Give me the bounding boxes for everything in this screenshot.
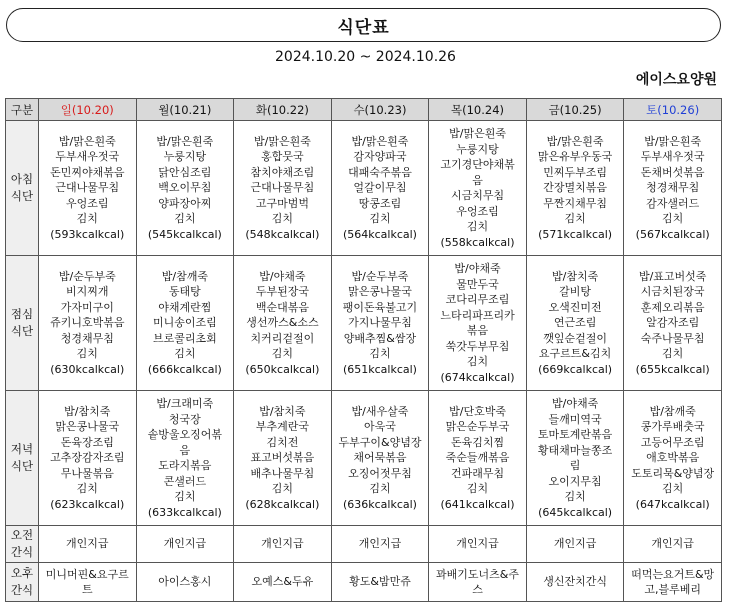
menu-item: 근대나물무침 — [55, 181, 120, 195]
menu-item: (623kcalkcal) — [50, 497, 125, 511]
menu-item: 꽈배기도너츠&주 — [436, 567, 520, 581]
menu-item: 김치 — [76, 347, 98, 361]
menu-item: 김치 — [174, 347, 196, 361]
menu-item: 무짠지채무침 — [543, 196, 607, 210]
menu-item: 밥/맑은흰죽 — [58, 134, 116, 148]
menu-item: 밥/참깨죽 — [649, 404, 696, 418]
menu-item: 콘샐러드 — [163, 474, 207, 488]
menu-item: 브로콜리초회 — [152, 331, 217, 345]
day-header: 화(10.22) — [234, 99, 332, 121]
menu-cell — [234, 121, 332, 256]
menu-item: 개인지급 — [66, 537, 109, 551]
menu-item: (650kcalkcal) — [245, 362, 320, 376]
row-label-line: 저녁 — [10, 442, 34, 456]
menu-item: 대패숙주볶음 — [348, 165, 412, 179]
day-header: 일(10.20) — [39, 99, 137, 121]
menu-table — [5, 98, 722, 602]
menu-cell — [234, 563, 332, 602]
menu-item: 밥/야채죽 — [551, 397, 599, 410]
menu-item: 채어묵볶음 — [353, 451, 407, 465]
row-label-line: 오후 — [10, 566, 34, 580]
menu-item: (567kcalkcal) — [635, 227, 710, 241]
menu-item: 백순대볶음 — [255, 300, 309, 314]
menu-cell — [234, 391, 332, 526]
row-label — [6, 256, 39, 391]
menu-item: 우엉조림 — [456, 204, 499, 218]
menu-item: (674kcalkcal) — [440, 370, 515, 384]
menu-item: 미니머핀&요구르 — [45, 567, 129, 581]
menu-item: (651kcalkcal) — [342, 362, 417, 376]
menu-item: 림 — [569, 459, 581, 472]
menu-body — [6, 121, 722, 602]
menu-item: 밥/순두부죽 — [351, 269, 409, 283]
day-header: 수(10.23) — [331, 99, 429, 121]
row-label — [6, 121, 39, 256]
menu-item: (647kcalkcal) — [635, 497, 710, 511]
menu-item: 밥/참치죽 — [259, 404, 306, 418]
row-label-line: 점심 — [10, 307, 34, 321]
menu-item: 느타리파프리카 — [440, 308, 515, 322]
menu-cell — [429, 563, 527, 602]
row-label-line: 식단 — [10, 324, 34, 338]
menu-cell — [136, 563, 234, 602]
menu-item: 간장멸치볶음 — [543, 181, 607, 195]
menu-item: 김치 — [271, 212, 294, 226]
row-label — [6, 563, 39, 602]
menu-cell — [526, 391, 624, 526]
menu-item: 맑은콩나물국 — [348, 285, 412, 299]
menu-item: 고구마범벅 — [255, 196, 309, 210]
menu-item: 토마토계란볶음 — [537, 428, 613, 441]
menu-item: 죽순들깨볶음 — [445, 451, 510, 465]
menu-item: 김치 — [466, 355, 489, 368]
menu-item: 애호박볶음 — [646, 451, 700, 465]
menu-item: 고추장감자조림 — [50, 451, 125, 465]
menu-item: 오이지무침 — [548, 474, 602, 488]
menu-item: 개인지급 — [553, 537, 597, 551]
row-pm_snack — [6, 563, 722, 602]
menu-cell — [526, 256, 624, 391]
row-label-line: 아침 — [10, 172, 34, 186]
menu-item: 밥/맑은흰죽 — [644, 134, 702, 148]
organization-name: 에이스요양원 — [635, 72, 717, 88]
menu-cell — [234, 526, 332, 563]
menu-cell — [429, 121, 527, 256]
menu-item: 갈비탕 — [559, 285, 592, 299]
menu-item: (593kcalkcal) — [50, 227, 125, 241]
menu-item: 쑥갓두부무침 — [445, 339, 510, 353]
menu-item: (636kcalkcal) — [342, 497, 417, 511]
menu-item: 표고버섯볶음 — [250, 451, 315, 465]
menu-item: (641kcalkcal) — [440, 497, 515, 511]
menu-item: 들깨미역국 — [548, 412, 602, 426]
menu-item: 김치 — [271, 347, 294, 361]
menu-item: 돈육장조림 — [60, 435, 114, 449]
menu-item: 동태탕 — [168, 285, 201, 299]
menu-item: 밥/참치죽 — [551, 269, 599, 283]
menu-item: 청경채무침 — [60, 331, 114, 345]
menu-item: 김치 — [369, 347, 391, 361]
menu-item: (669kcalkcal) — [538, 362, 613, 376]
menu-item: 김치전 — [266, 435, 299, 449]
menu-item: 치커리겉절이 — [250, 331, 315, 345]
menu-item: 청국장 — [168, 412, 201, 426]
menu-item: 생신잔치간식 — [543, 575, 607, 589]
menu-item: 김치 — [174, 490, 196, 503]
menu-item: 근대나물무침 — [250, 181, 315, 195]
menu-item: 밥/맑은흰죽 — [449, 127, 506, 140]
menu-cell — [331, 563, 429, 602]
menu-item: 밥/참깨죽 — [161, 269, 208, 283]
day-header: 목(10.24) — [429, 99, 527, 121]
menu-item: (564kcalkcal) — [342, 227, 417, 241]
menu-cell — [39, 256, 137, 391]
menu-item: 황도&밤만쥬 — [349, 575, 411, 589]
menu-item: 양파장아찌 — [158, 196, 212, 210]
row-label-line: 오전 — [10, 528, 34, 542]
menu-item: (628kcalkcal) — [245, 497, 320, 511]
menu-cell — [624, 526, 722, 563]
menu-item: 밥/야채죽 — [454, 262, 501, 275]
menu-item: 음 — [179, 443, 191, 457]
menu-item: 시금치된장국 — [640, 285, 705, 299]
menu-item: 두부새우젓국 — [640, 150, 705, 164]
menu-item: 야채계란찜 — [158, 300, 212, 314]
menu-item: 오예스&두유 — [251, 575, 314, 589]
menu-item: 팽이돈육불고기 — [342, 300, 418, 314]
menu-item: 밥/맑은흰죽 — [351, 134, 409, 148]
row-label-line: 간식 — [10, 545, 34, 559]
menu-item: 돈육김치찜 — [450, 435, 505, 449]
menu-cell — [331, 526, 429, 563]
menu-item: 청경채무침 — [646, 181, 700, 195]
menu-item: 밥/야채죽 — [259, 269, 306, 283]
menu-item: 김치 — [466, 482, 489, 496]
day-header: 금(10.25) — [526, 99, 624, 121]
menu-item: 부추계란국 — [255, 420, 309, 434]
menu-item: 도라지볶음 — [158, 459, 212, 472]
menu-item: 시금치무침 — [450, 189, 505, 202]
menu-cell — [136, 121, 234, 256]
menu-item: 두부새우젓국 — [55, 150, 120, 164]
menu-cell — [136, 256, 234, 391]
menu-cell — [331, 256, 429, 391]
period-range: 2024.10.20 ~ 2024.10.26 — [275, 49, 456, 65]
menu-cell — [136, 526, 234, 563]
menu-item: 감자샐러드 — [646, 196, 700, 210]
menu-cell — [526, 563, 624, 602]
menu-item: 김치 — [564, 212, 586, 226]
menu-item: 오징어젓무침 — [348, 466, 412, 480]
menu-item: 김치 — [662, 212, 684, 226]
menu-item: 양배추찜&쌈장 — [343, 331, 417, 345]
menu-item: (666kcalkcal) — [147, 362, 222, 376]
row-lunch — [6, 256, 722, 391]
row-label-line: 간식 — [10, 583, 34, 597]
menu-item: 밥/새우살죽 — [351, 404, 409, 418]
menu-item: 밥/단호박죽 — [449, 404, 506, 418]
corner-header: 구분 — [6, 99, 39, 121]
menu-item: 고기경단야채볶 — [440, 158, 515, 171]
menu-cell — [39, 526, 137, 563]
menu-item: 홍합뭇국 — [261, 150, 304, 164]
menu-item: 맑은순두부국 — [445, 420, 510, 434]
menu-item: 밥/맑은흰죽 — [546, 134, 604, 148]
menu-item: 닭안심조림 — [158, 165, 212, 179]
menu-item: 김치 — [76, 482, 98, 496]
menu-cell — [331, 121, 429, 256]
menu-item: (548kcalkcal) — [245, 227, 320, 241]
menu-item: 참치야채조림 — [250, 165, 315, 179]
menu-cell — [39, 121, 137, 256]
menu-item: 숙주나물무침 — [640, 331, 705, 345]
menu-item: 훈제오리볶음 — [640, 300, 705, 314]
menu-item: 고등어무조림 — [640, 435, 705, 449]
menu-item: 개인지급 — [358, 537, 402, 551]
menu-item: 오색진미전 — [548, 300, 602, 314]
menu-item: 김치 — [369, 212, 391, 226]
menu-item: 김치 — [466, 220, 489, 233]
menu-item: 황태채마늘쫑조 — [537, 443, 613, 457]
menu-item: 코다리무조림 — [445, 293, 510, 306]
menu-cell — [429, 391, 527, 526]
row-label-line: 식단 — [10, 459, 34, 473]
menu-cell — [429, 526, 527, 563]
menu-item: 가지나물무침 — [348, 316, 412, 330]
menu-item: 돈채버섯볶음 — [640, 165, 705, 179]
menu-item: 도토리묵&양념장 — [631, 466, 715, 480]
menu-cell — [234, 256, 332, 391]
menu-cell — [331, 391, 429, 526]
menu-item: 민찌두부조림 — [543, 165, 607, 179]
menu-item: 김치 — [662, 347, 684, 361]
menu-item: 밥/맑은흰죽 — [253, 134, 311, 148]
day-header: 토(10.26) — [624, 99, 722, 121]
menu-cell — [624, 391, 722, 526]
menu-item: 두부된장국 — [255, 285, 309, 299]
menu-cell — [136, 391, 234, 526]
row-label — [6, 391, 39, 526]
menu-item: 콩가루배춧국 — [640, 420, 705, 434]
menu-item: 밥/표고버섯죽 — [638, 269, 707, 283]
menu-item: 떠먹는요거트&망 — [631, 567, 715, 581]
menu-item: 스 — [472, 583, 483, 596]
menu-item: 개인지급 — [651, 537, 694, 551]
row-dinner — [6, 391, 722, 526]
row-label — [6, 526, 39, 563]
menu-item: 아욱국 — [364, 420, 396, 434]
menu-item: 밥/크래미죽 — [156, 397, 214, 410]
menu-cell — [39, 391, 137, 526]
menu-item: (545kcalkcal) — [147, 227, 222, 241]
day-header: 월(10.21) — [136, 99, 234, 121]
menu-item: 음 — [472, 173, 483, 187]
menu-cell — [624, 563, 722, 602]
menu-item: 가자미구이 — [60, 300, 114, 314]
menu-cell — [526, 526, 624, 563]
menu-item: 트 — [81, 583, 93, 596]
menu-item: 밥/순두부죽 — [58, 269, 116, 283]
menu-item: (558kcalkcal) — [440, 235, 515, 249]
menu-item: 볶음 — [466, 324, 489, 337]
menu-cell — [39, 563, 137, 602]
menu-item: 아이스홍시 — [158, 575, 212, 589]
menu-item: 누룽지탕 — [456, 142, 499, 156]
menu-item: (571kcalkcal) — [538, 227, 613, 241]
menu-item: 요구르트&김치 — [538, 347, 612, 361]
menu-cell — [429, 256, 527, 391]
header-row — [6, 99, 722, 121]
menu-item: 고,블루베리 — [644, 583, 701, 596]
menu-item: 물만두국 — [456, 277, 499, 291]
menu-item: 누룽지탕 — [163, 150, 207, 164]
row-breakfast — [6, 121, 722, 256]
menu-item: 우엉조림 — [66, 196, 109, 210]
menu-item: 감자양파국 — [353, 150, 407, 164]
menu-item: 김치 — [76, 212, 98, 226]
menu-cell — [526, 121, 624, 256]
menu-item: 알감자조림 — [646, 316, 700, 330]
menu-item: 김치 — [369, 482, 391, 496]
menu-cell — [624, 121, 722, 256]
menu-item: (633kcalkcal) — [147, 505, 222, 519]
menu-item: 땅콩조림 — [358, 196, 402, 210]
menu-item: 배추나물무침 — [250, 466, 315, 480]
menu-item: (630kcalkcal) — [50, 362, 125, 376]
menu-item: 비지찌개 — [66, 285, 109, 299]
menu-item: 돈민찌야채볶음 — [50, 165, 125, 179]
menu-item: 김치 — [271, 482, 294, 496]
menu-item: 생선까스&소스 — [246, 316, 319, 330]
menu-item: 깻잎순겉절이 — [543, 331, 607, 345]
menu-item: 두부구이&양념장 — [338, 435, 422, 449]
menu-item: 김치 — [564, 490, 586, 503]
menu-item: 연근조림 — [553, 316, 597, 330]
menu-item: 밥/맑은흰죽 — [156, 134, 214, 148]
menu-item: 백오이무침 — [158, 181, 212, 195]
menu-item: 얼갈이무침 — [353, 181, 407, 195]
menu-item: 김치 — [662, 482, 684, 496]
row-am_snack — [6, 526, 722, 563]
menu-item: 무나물볶음 — [60, 466, 114, 480]
menu-item: 솥방울오징어볶 — [147, 428, 223, 441]
page-title — [6, 8, 721, 42]
menu-item: (645kcalkcal) — [538, 505, 613, 519]
menu-item: 건파래무침 — [450, 466, 505, 480]
title-text: 식단표 — [337, 17, 390, 38]
menu-cell — [624, 256, 722, 391]
menu-item: 김치 — [174, 212, 196, 226]
menu-item: 개인지급 — [163, 537, 207, 551]
menu-item: 맑은콩나물국 — [55, 420, 120, 434]
menu-item: 맑은유부우동국 — [537, 150, 613, 164]
menu-item: 밥/참치죽 — [64, 404, 111, 418]
menu-item: 미니송이조림 — [152, 316, 217, 330]
menu-item: (655kcalkcal) — [635, 362, 710, 376]
menu-item: 개인지급 — [456, 537, 499, 551]
menu-item: 쥬키니호박볶음 — [50, 316, 125, 330]
row-label-line: 식단 — [10, 189, 34, 203]
menu-item: 개인지급 — [261, 537, 304, 551]
